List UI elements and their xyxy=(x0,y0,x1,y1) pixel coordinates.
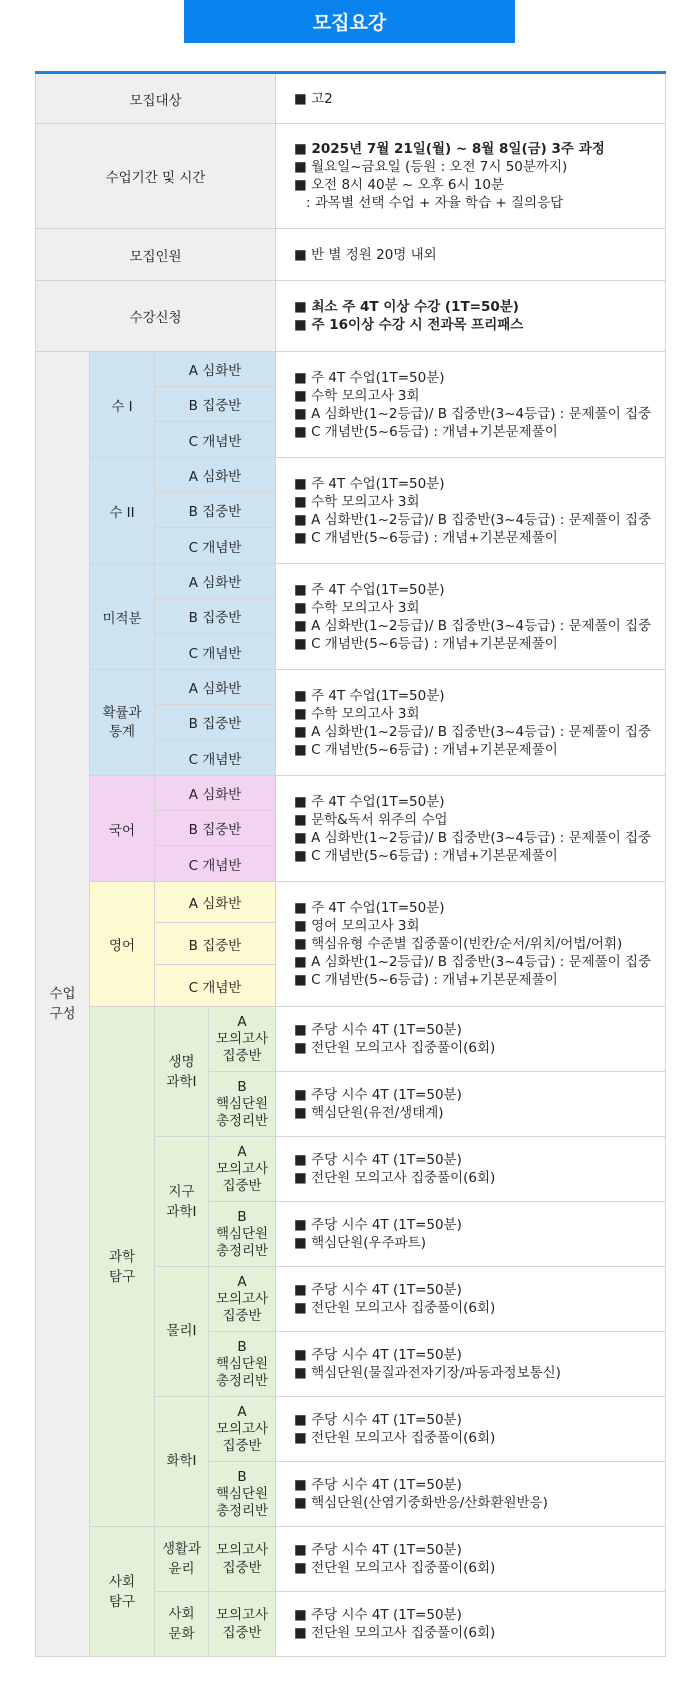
class-b: B 집중반 xyxy=(155,387,276,422)
recruitment-table xyxy=(35,71,666,1657)
class-a: A 심화반 xyxy=(155,458,276,493)
class-desc: ■ 주당 시수 4T (1T=50분) ■ 전단원 모의고사 집중풀이(6회) xyxy=(276,1007,666,1072)
capacity-label: 모집인원 xyxy=(36,229,276,281)
class-a: A 심화반 xyxy=(155,564,276,599)
subject-earth-science: 지구 과학I xyxy=(155,1137,209,1267)
class-mock-exam: A 모의고사 집중반 xyxy=(209,1137,276,1202)
class-a: A 심화반 xyxy=(155,882,276,923)
subject-society-culture: 사회 문화 xyxy=(155,1592,209,1657)
class-a: A 심화반 xyxy=(155,352,276,387)
class-a: A 심화반 xyxy=(155,670,276,705)
class-core-review: B 핵심단원 총정리반 xyxy=(209,1332,276,1397)
class-b: B 집중반 xyxy=(155,493,276,528)
subject-desc: ■ 주 4T 수업(1T=50분) ■ 영어 모의고사 3회 ■ 핵심유형 수준별 집중풀이(빈칸/순서/위치/어법/어휘) ■ A 심화반(1~2등급)/ B 집중반(3~4등급) : 문제풀이 집중 ■ C 개념반(5~6등급) : 개념+기본문제풀이 xyxy=(276,882,666,1007)
class-c: C 개념반 xyxy=(155,846,276,882)
class-desc: ■ 주당 시수 4T (1T=50분) ■ 전단원 모의고사 집중풀이(6회) xyxy=(276,1137,666,1202)
class-b: B 집중반 xyxy=(155,923,276,965)
class-mock-exam: A 모의고사 집중반 xyxy=(209,1397,276,1462)
subject-korean: 국어 xyxy=(90,776,155,882)
class-b: B 집중반 xyxy=(155,811,276,846)
subject-physics: 물리I xyxy=(155,1267,209,1397)
composition-label: 수업 구성 xyxy=(36,352,90,1657)
desc-line: ■ 고2 xyxy=(294,90,333,107)
subject-desc: ■ 주 4T 수업(1T=50분) ■ 수학 모의고사 3회 ■ A 심화반(1~2등급)/ B 집중반(3~4등급) : 문제풀이 집중 ■ C 개념반(5~6등급) : 개념+기본문제풀이 xyxy=(276,564,666,670)
social-inquiry-label: 사회 탐구 xyxy=(90,1527,155,1657)
target-desc xyxy=(276,73,666,124)
class-a: A 심화반 xyxy=(155,776,276,811)
subject-desc: ■ 주 4T 수업(1T=50분) ■ 수학 모의고사 3회 ■ A 심화반(1~2등급)/ B 집중반(3~4등급) : 문제풀이 집중 ■ C 개념반(5~6등급) : 개념+기본문제풀이 xyxy=(276,670,666,776)
class-core-review: B 핵심단원 총정리반 xyxy=(209,1202,276,1267)
row-period xyxy=(36,124,666,229)
subject-chemistry: 화학I xyxy=(155,1397,209,1527)
class-desc: ■ 주당 시수 4T (1T=50분) ■ 전단원 모의고사 집중풀이(6회) xyxy=(276,1527,666,1592)
class-mock-exam: A 모의고사 집중반 xyxy=(209,1007,276,1072)
class-desc: ■ 주당 시수 4T (1T=50분) ■ 핵심단원(우주파트) xyxy=(276,1202,666,1267)
science-inquiry-label: 과학 탐구 xyxy=(90,1007,155,1527)
class-desc: ■ 주당 시수 4T (1T=50분) ■ 핵심단원(산염기중화반응/산화환원반응) xyxy=(276,1462,666,1527)
class-core-review: B 핵심단원 총정리반 xyxy=(209,1072,276,1137)
desc-line: ■ 반 별 정원 20명 내외 xyxy=(294,246,437,263)
enroll-label: 수강신청 xyxy=(36,281,276,352)
class-desc: ■ 주당 시수 4T (1T=50분) ■ 전단원 모의고사 집중풀이(6회) xyxy=(276,1592,666,1657)
class-mock-exam: 모의고사 집중반 xyxy=(209,1592,276,1657)
desc-line: : 과목별 선택 수업 + 자율 학습 + 질의응답 xyxy=(306,195,564,211)
class-c: C 개념반 xyxy=(155,965,276,1007)
class-c: C 개념반 xyxy=(155,634,276,670)
row-capacity xyxy=(36,229,666,281)
class-mock-exam: 모의고사 집중반 xyxy=(209,1527,276,1592)
class-mock-exam: A 모의고사 집중반 xyxy=(209,1267,276,1332)
subject-math1: 수 I xyxy=(90,352,155,458)
subject-life-science: 생명 과학I xyxy=(155,1007,209,1137)
row-enroll xyxy=(36,281,666,352)
enroll-desc xyxy=(276,281,666,352)
desc-line: ■ 주 16이상 수강 시 전과목 프리패스 xyxy=(294,317,524,333)
class-desc: ■ 주당 시수 4T (1T=50분) ■ 핵심단원(물질과전자기장/파동과정보통신) xyxy=(276,1332,666,1397)
subject-ethics: 생활과 윤리 xyxy=(155,1527,209,1592)
class-c: C 개념반 xyxy=(155,740,276,776)
class-c: C 개념반 xyxy=(155,528,276,564)
subject-desc: ■ 주 4T 수업(1T=50분) ■ 수학 모의고사 3회 ■ A 심화반(1~2등급)/ B 집중반(3~4등급) : 문제풀이 집중 ■ C 개념반(5~6등급) : 개념+기본문제풀이 xyxy=(276,352,666,458)
class-b: B 집중반 xyxy=(155,599,276,634)
period-label: 수업기간 및 시간 xyxy=(36,124,276,229)
target-label: 모집대상 xyxy=(36,73,276,124)
class-desc: ■ 주당 시수 4T (1T=50분) ■ 전단원 모의고사 집중풀이(6회) xyxy=(276,1397,666,1462)
subject-math2: 수 II xyxy=(90,458,155,564)
class-c: C 개념반 xyxy=(155,422,276,458)
subject-probability: 확률과 통계 xyxy=(90,670,155,776)
class-desc: ■ 주당 시수 4T (1T=50분) ■ 전단원 모의고사 집중풀이(6회) xyxy=(276,1267,666,1332)
desc-line: ■ 최소 주 4T 이상 수강 (1T=50분) xyxy=(294,299,519,315)
capacity-desc xyxy=(276,229,666,281)
class-core-review: B 핵심단원 총정리반 xyxy=(209,1462,276,1527)
subject-desc: ■ 주 4T 수업(1T=50분) ■ 수학 모의고사 3회 ■ A 심화반(1~2등급)/ B 집중반(3~4등급) : 문제풀이 집중 ■ C 개념반(5~6등급) : 개념+기본문제풀이 xyxy=(276,458,666,564)
page-title: 모집요강 xyxy=(184,0,515,43)
row-target xyxy=(36,73,666,124)
subject-desc: ■ 주 4T 수업(1T=50분) ■ 문학&독서 위주의 수업 ■ A 심화반(1~2등급)/ B 집중반(3~4등급) : 문제풀이 집중 ■ C 개념반(5~6등급) : 개념+기본문제풀이 xyxy=(276,776,666,882)
class-b: B 집중반 xyxy=(155,705,276,740)
desc-line: ■ 월요일~금요일 (등원 : 오전 7시 50분까지) xyxy=(294,159,568,175)
class-desc: ■ 주당 시수 4T (1T=50분) ■ 핵심단원(유전/생태계) xyxy=(276,1072,666,1137)
subject-calculus: 미적분 xyxy=(90,564,155,670)
period-desc xyxy=(276,124,666,229)
desc-line: ■ 오전 8시 40분 ~ 오후 6시 10분 xyxy=(294,177,505,193)
subject-english: 영어 xyxy=(90,882,155,1007)
desc-line: ■ 2025년 7월 21일(월) ~ 8월 8일(금) 3주 과정 xyxy=(294,141,605,157)
